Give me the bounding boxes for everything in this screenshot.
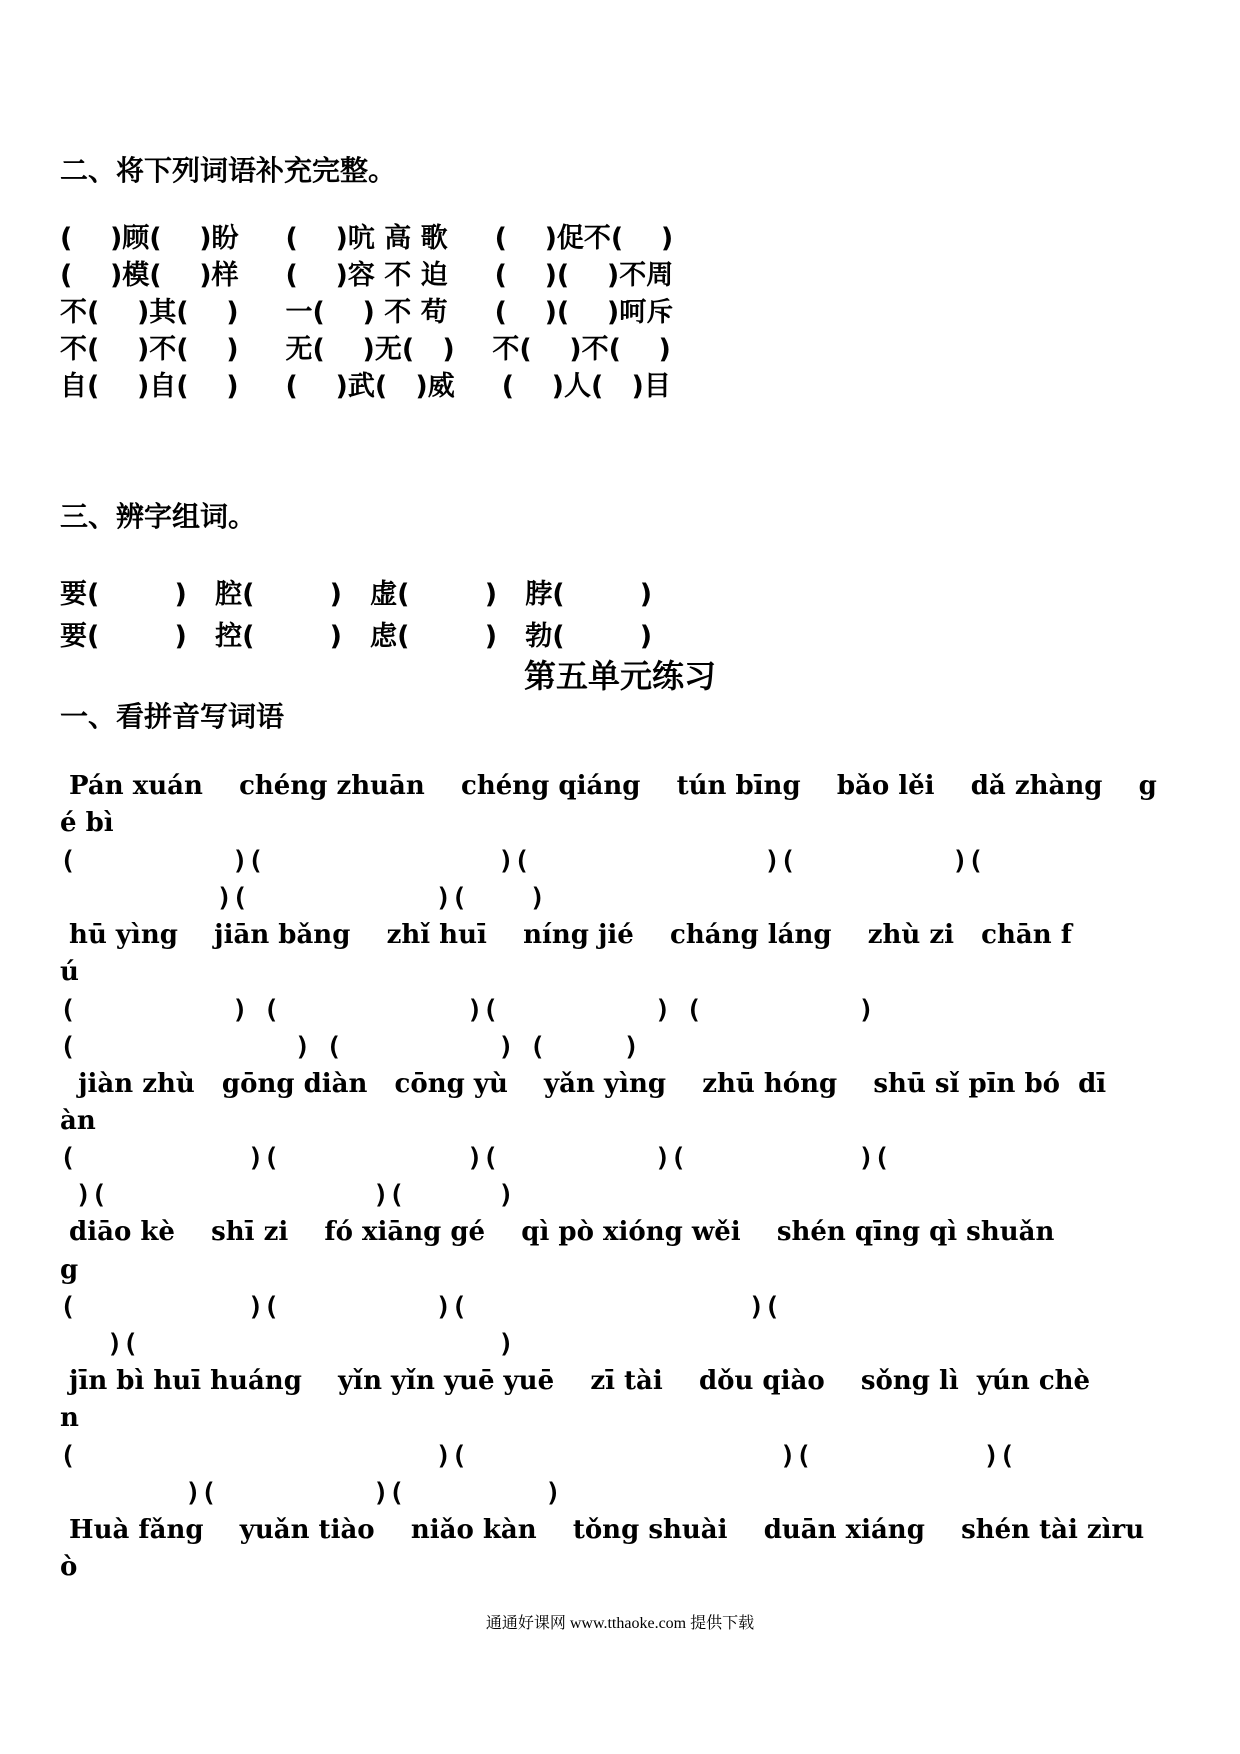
answer-line: )( ): [60, 1329, 514, 1359]
section1-title: 一、看拼音写词语: [60, 700, 285, 733]
pinyin-line: Pán xuán chéng zhuān chéng qiáng tún bīng bǎo lěi dǎ zhàng g: [60, 771, 1157, 801]
answer-line: )( )( ): [60, 1478, 561, 1508]
answer-line: ( ) ( )( ) ( ): [60, 995, 874, 1025]
section2-title: 二、将下列词语补充完整。: [60, 154, 397, 187]
fill-row: 不( )其( ) 一( ) 不 苟 ( )( )呵斥: [60, 297, 674, 328]
pinyin-line: é bì: [60, 808, 114, 838]
pinyin-line: ò: [60, 1552, 78, 1582]
answer-line: ( )( )( )(: [60, 1292, 781, 1322]
pinyin-line: àn: [60, 1106, 96, 1136]
pinyin-line: diāo kè shī zi fó xiāng gé qì pò xióng wěi shén qīng qì shuǎn: [60, 1217, 1055, 1247]
fill-row: 不( )不( ) 无( )无( ) 不( )不( ): [60, 334, 671, 365]
pinyin-line: g: [60, 1255, 79, 1285]
pinyin-line: ú: [60, 957, 79, 987]
char-row: 要( ) 腔( ) 虚( ) 脖( ): [60, 579, 653, 610]
pinyin-line: jīn bì huī huáng yǐn yǐn yuē yuē zī tài dǒu qiào sǒng lì yún chè: [60, 1366, 1091, 1396]
fill-row: ( )顾( )盼 ( )吭 高 歌 ( )促不( ): [60, 223, 674, 254]
pinyin-line: n: [60, 1403, 79, 1433]
answer-line: ( ) ( ) ( ): [60, 1032, 640, 1062]
fill-row: 自( )自( ) ( )武( )威 ( )人( )目: [60, 371, 671, 402]
answer-line: )( )( ): [60, 883, 546, 913]
fill-row: ( )模( )样 ( )容 不 迫 ( )( )不周: [60, 260, 674, 291]
char-row: 要( ) 控( ) 虑( ) 勃( ): [60, 621, 653, 652]
pinyin-line: Huà fǎng yuǎn tiào niǎo kàn tǒng shuài duān xiáng shén tài zìru: [60, 1515, 1145, 1545]
pinyin-line: jiàn zhù gōng diàn cōng yù yǎn yìng zhū hóng shū sǐ pīn bó dī: [60, 1069, 1107, 1099]
unit-title: 第五单元练习: [523, 657, 716, 695]
answer-line: ( )( )( )( )(: [60, 1143, 890, 1173]
answer-line: ( )( )( )( )(: [60, 846, 984, 876]
answer-line: ( )( )( )(: [60, 1441, 1015, 1471]
pinyin-line: hū yìng jiān bǎng zhǐ huī níng jié cháng láng zhù zi chān f: [60, 920, 1072, 950]
answer-line: )( )( ): [60, 1180, 514, 1210]
section3-title: 三、辨字组词。: [60, 500, 257, 533]
footer-credit: 通通好课网 www.tthaoke.com 提供下载: [485, 1615, 755, 1632]
